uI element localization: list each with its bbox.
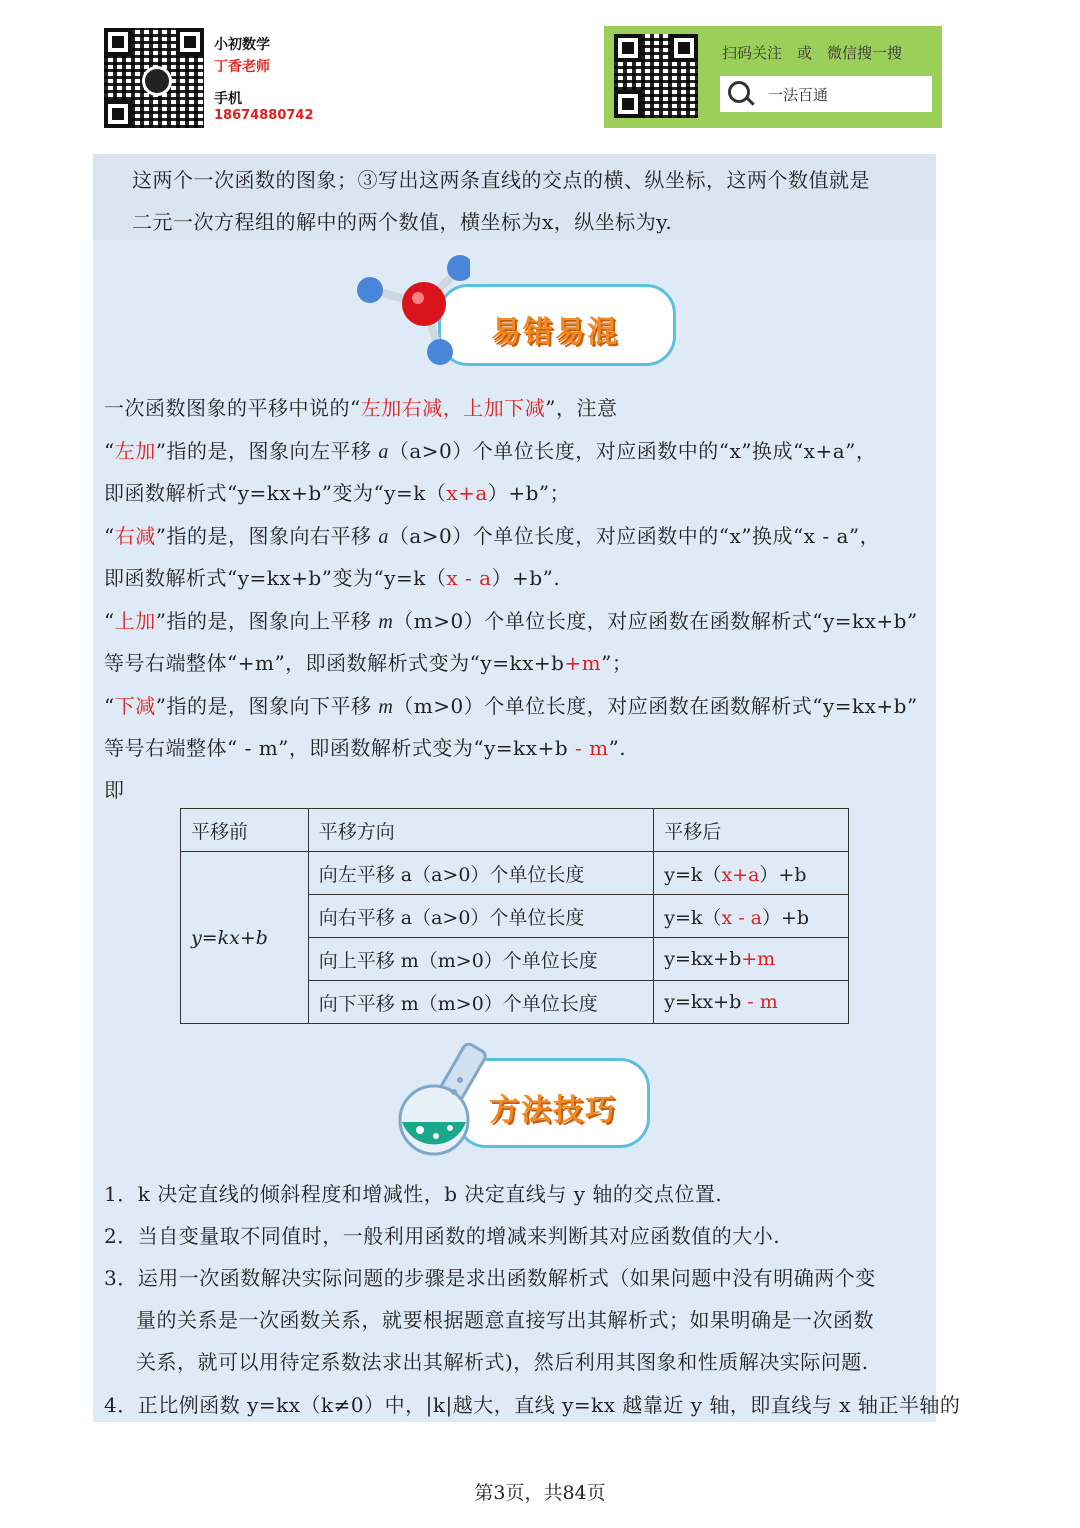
header-phone-label: 手机 (214, 91, 242, 107)
table-cell-before: y=kx+b (181, 852, 309, 1024)
header-phone-number: 18674880742 (214, 108, 314, 123)
intro-line-2: 二元一次方程组的解中的两个数值，横坐标为x，纵坐标为y. (132, 210, 673, 234)
left-add-line-2: 即函数解析式“y=kx+b”变为“y=k（x+a）+b”； (104, 481, 571, 505)
section-banner-methods (396, 1036, 656, 1156)
table-intro: 即 (104, 778, 125, 802)
section-banner-mistakes (350, 254, 680, 370)
header-subject: 小初数学 (214, 37, 270, 53)
right-subtract-line-1: “右减”指的是，图象向右平移 a（a>0）个单位长度，对应函数中的“x”换成“x - a”， (104, 524, 881, 548)
up-add-line-1: “上加”指的是，图象向上平移 m（m>0）个单位长度，对应函数在函数解析式“y=kx+b” (104, 609, 918, 633)
wechat-qr-code (104, 28, 204, 128)
search-keyword: 一法百通 (768, 86, 829, 104)
follow-instruction: 扫码关注 或 微信搜一搜 (722, 44, 903, 62)
official-account-qr-code (614, 34, 698, 118)
table-header-row (181, 809, 849, 852)
down-subtract-line-2: 等号右端整体“ - m”，即函数解析式变为“y=kx+b - m”. (104, 736, 627, 760)
table-cell-direction: 向上平移 m（m>0）个单位长度 (308, 938, 654, 981)
header-follow-banner (604, 26, 942, 128)
section-title-mistakes: 易错易混 (491, 315, 619, 350)
table-header: 平移方向 (308, 809, 654, 852)
tip-3-line-2: 量的关系是一次函数关系，就要根据题意直接写出其解析式；如果明确是一次函数 (136, 1308, 874, 1332)
table-header: 平移后 (654, 809, 849, 852)
header-teacher: 丁香老师 (214, 59, 270, 75)
table-row (181, 852, 849, 895)
table-cell-direction: 向左平移 a（a>0）个单位长度 (308, 852, 654, 895)
mistakes-intro: 一次函数图象的平移中说的“左加右减，上加下减”，注意 (104, 396, 618, 420)
search-icon (728, 81, 750, 103)
header-contact (104, 28, 314, 128)
table-cell-after: y=k（x - a）+b (654, 895, 849, 938)
table-cell-after: y=kx+b+m (654, 938, 849, 981)
tip-4: 4．正比例函数 y=kx（k≠0）中，|k|越大，直线 y=kx 越靠近 y 轴，即直线与 x 轴正半轴的 (104, 1393, 961, 1417)
section-title-methods: 方法技巧 (489, 1093, 617, 1128)
intro-line-1: 这两个一次函数的图象；③写出这两条直线的交点的横、纵坐标，这两个数值就是 (132, 168, 870, 192)
molecule-icon (350, 254, 470, 370)
tip-2: 2．当自变量取不同值时，一般利用函数的增减来判断其对应函数值的大小. (104, 1224, 781, 1248)
tip-1: 1．k 决定直线的倾斜程度和增减性，b 决定直线与 y 轴的交点位置. (104, 1182, 723, 1206)
wechat-icon (142, 66, 172, 96)
flask-icon (396, 1036, 506, 1156)
tip-3-line-1: 3．运用一次函数解决实际问题的步骤是求出函数解析式（如果问题中没有明确两个变 (104, 1266, 876, 1290)
table-cell-after: y=kx+b - m (654, 981, 849, 1024)
tip-3-line-3: 关系，就可以用待定系数法求出其解析式)，然后利用其图象和性质解决实际问题. (136, 1350, 869, 1374)
left-add-line-1: “左加”指的是，图象向左平移 a（a>0）个单位长度，对应函数中的“x”换成“x+a”， (104, 439, 877, 463)
translation-table (180, 808, 849, 1024)
down-subtract-line-1: “下减”指的是，图象向下平移 m（m>0）个单位长度，对应函数在函数解析式“y=kx+b” (104, 694, 918, 718)
table-cell-direction: 向右平移 a（a>0）个单位长度 (308, 895, 654, 938)
search-box (720, 76, 932, 112)
table-cell-direction: 向下平移 m（m>0）个单位长度 (308, 981, 654, 1024)
table-header: 平移前 (181, 809, 309, 852)
up-add-line-2: 等号右端整体“+m”，即函数解析式变为“y=kx+b+m”； (104, 651, 633, 675)
page-number: 第3页，共84页 (474, 1482, 606, 1504)
right-subtract-line-2: 即函数解析式“y=kx+b”变为“y=k（x - a）+b”. (104, 566, 561, 590)
table-cell-after: y=k（x+a）+b (654, 852, 849, 895)
